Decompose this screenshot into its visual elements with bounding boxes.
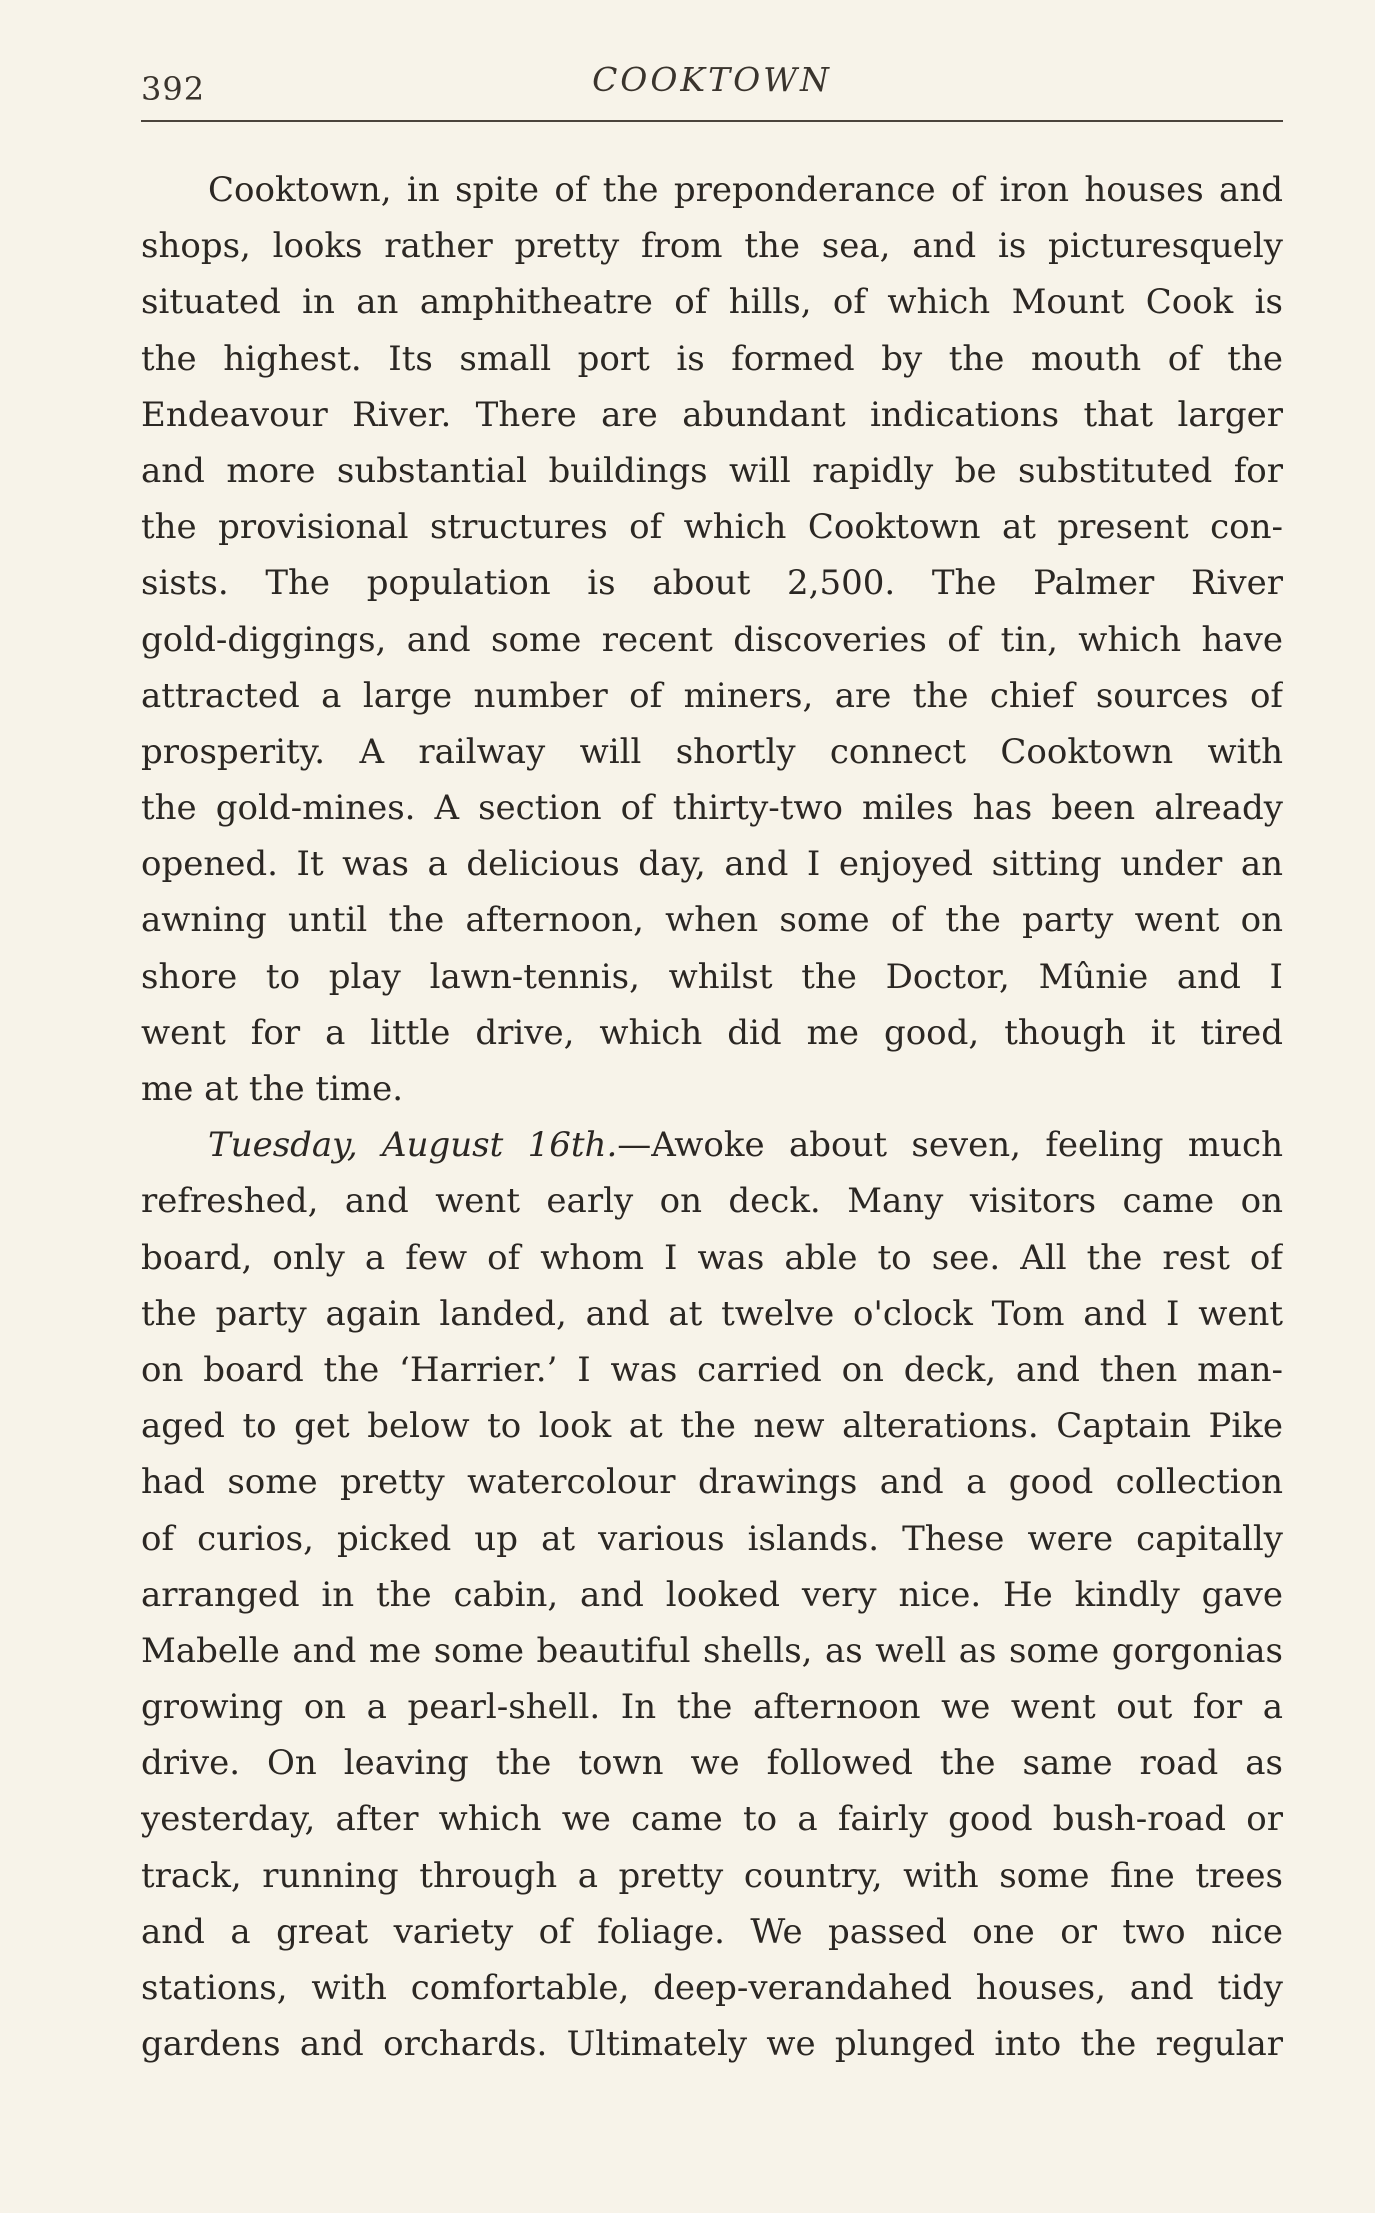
text-line: Endeavour River. There are abundant indications that larger <box>141 394 1283 435</box>
text-line: Cooktown, in spite of the preponderance of iron houses and <box>208 170 1283 210</box>
text-line: shops, looks rather pretty from the sea, and is picturesquely <box>141 226 1283 267</box>
header-rule <box>141 120 1283 122</box>
text-line: drive. On leaving the town we followed the same road as <box>141 1743 1283 1784</box>
page-number: 392 <box>141 70 206 108</box>
page-header <box>141 54 1283 114</box>
text-line: refreshed, and went early on deck. Many visitors came on <box>141 1181 1283 1222</box>
text-line: gold-diggings, and some recent discoveries of tin, which have <box>141 619 1283 660</box>
text-line-dated <box>141 1117 1283 1173</box>
text-line: attracted a large number of miners, are the chief sources of <box>141 675 1283 716</box>
text-line: sists. The population is about 2,500. The Palmer River <box>141 563 1283 604</box>
text-line: the party again landed, and at twelve o'clock Tom and I went <box>141 1293 1283 1334</box>
text-line: situated in an amphitheatre of hills, of which Mount Cook is <box>141 282 1283 323</box>
text-line: of curios, picked up at various islands. These were capitally <box>141 1518 1283 1559</box>
text-line: aged to get below to look at the new alterations. Captain Pike <box>141 1406 1283 1447</box>
text-line: prosperity. A railway will shortly connect Cooktown with <box>141 731 1283 772</box>
text-line: growing on a pearl-shell. In the afternoon we went out for a <box>141 1687 1283 1728</box>
text-line: gardens and orchards. Ultimately we plunged into the regular <box>141 2024 1283 2065</box>
text-line: and more substantial buildings will rapidly be substituted for <box>141 450 1283 491</box>
text-line: track, running through a pretty country, with some fine trees <box>141 1855 1283 1896</box>
text-line: the provisional structures of which Cooktown at present con- <box>141 507 1283 548</box>
text-fragment: —Awoke about seven, feeling much <box>617 1125 1283 1166</box>
text-line: Mabelle and me some beautiful shells, as well as some gorgonias <box>141 1630 1283 1671</box>
text-line: the highest. Its small port is formed by the mouth of the <box>141 338 1283 379</box>
text-line: stations, with comfortable, deep-verandahed houses, and tidy <box>141 1968 1283 2008</box>
text-line: on board the ‘Harrier.’ I was carried on deck, and then man- <box>141 1349 1283 1390</box>
text-line: the gold-mines. A section of thirty-two miles has been already <box>141 788 1283 829</box>
paragraph-1 <box>141 162 1283 1117</box>
text-line: and a great variety of foliage. We passed one or two nice <box>141 1911 1283 1952</box>
text-line: awning until the afternoon, when some of the party went on <box>141 900 1283 941</box>
text-line: yesterday, after which we came to a fairly good bush-road or <box>141 1799 1283 1840</box>
text-line: opened. It was a delicious day, and I enjoyed sitting under an <box>141 844 1283 885</box>
diary-date: Tuesday, August 16th. <box>208 1125 618 1166</box>
body-text <box>141 162 1283 2072</box>
text-line: had some pretty watercolour drawings and a good collection <box>141 1462 1283 1503</box>
text-line: arranged in the cabin, and looked very nice. He kindly gave <box>141 1574 1283 1615</box>
book-page <box>141 54 1283 2154</box>
text-line: me at the time. <box>141 1069 404 1109</box>
text-line: went for a little drive, which did me good, though it tired <box>141 1012 1283 1053</box>
running-title: COOKTOWN <box>592 60 832 99</box>
text-line: board, only a few of whom I was able to see. All the rest of <box>141 1237 1283 1278</box>
paragraph-2 <box>141 1117 1283 2072</box>
text-line: shore to play lawn-tennis, whilst the Doctor, Mûnie and I <box>141 956 1283 997</box>
